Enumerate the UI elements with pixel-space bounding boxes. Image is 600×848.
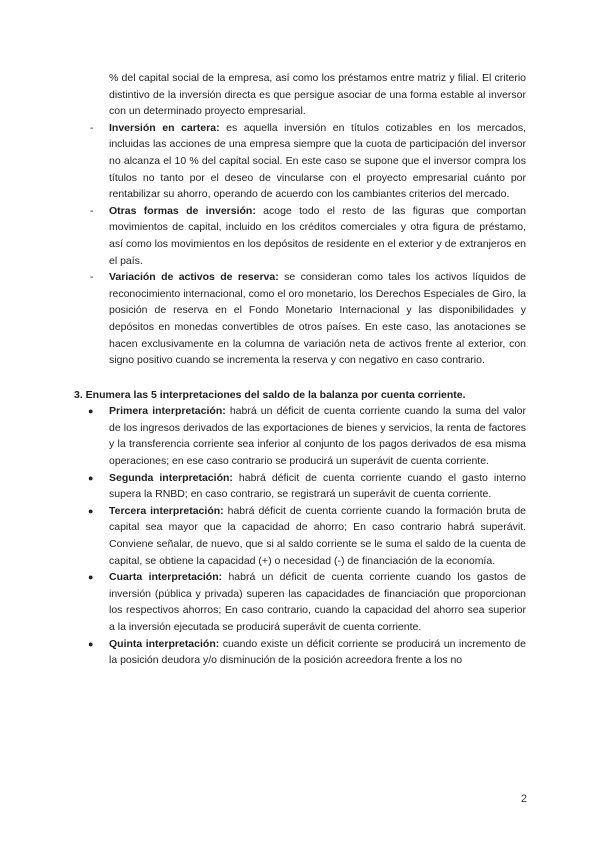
term-description: acoge todo el resto de las figuras que comportan movimientos de capital, incluido en los créditos comerciales y otra figura de préstamo, así como los movimientos en los depósitos de residente en el exterior y de extranjeros en el país. xyxy=(109,204,526,267)
bullet-marker: ● xyxy=(88,505,94,516)
dash-marker: - xyxy=(90,271,94,284)
list-item-inversion-cartera xyxy=(74,120,526,203)
term-label: Primera interpretación: xyxy=(109,405,226,418)
dash-marker: - xyxy=(90,121,94,134)
list-item-tercera xyxy=(74,503,526,569)
bullet-marker: ● xyxy=(88,638,94,649)
term-label: Tercera interpretación: xyxy=(109,504,224,517)
term-description: habrá déficit de cuenta corriente cuando la formación bruta de capital sea mayor que la capacidad de ahorro; En caso contrario habrá superávit. Conviene señalar, de nuevo, que si al saldo corriente se le suma el saldo de la cuenta de capital, se obtiene la capacidad (+) o necesidad (-) de financiación de la economía. xyxy=(109,504,527,567)
dash-marker: - xyxy=(90,204,94,217)
term-description: habrá un déficit de cuenta corriente cuando los gastos de inversión (pública y privada) superen las capacidades de financiación que proporcionan los respectivos ahorros; En caso contrario, cuando la capacidad del ahorro sea superior a la inversión ejecutada se producirá superávit de cuenta corriente. xyxy=(109,571,526,633)
term-description: cuando existe un déficit corriente se producirá un incremento de la posición deudora y/o disminución de la posición acreedora frente a los no xyxy=(109,637,526,667)
term-label: Otras formas de inversión: xyxy=(109,204,256,217)
list-item-cuarta xyxy=(74,569,526,635)
page-number: 2 xyxy=(520,793,527,805)
term-description: se consideran como tales los activos líquidos de reconocimiento internacional, como el oro monetario, los Derechos Especiales de Giro, la posición de reserva en el Fondo Monetario Internacional y las disponibilidades y depósitos en monedas convertibles de otros países. En este caso, las anotaciones se hacen exclusivamente en la columna de variación neta de activos frente al exterior, con signo positivo cuando se incrementa la reserva y con negativo en caso contrario. xyxy=(109,271,527,367)
term-description: habrá un déficit de cuenta corriente cuando la suma del valor de los ingresos derivados de las exportaciones de bienes y servicios, la renta de factores y la transferencia corriente sea inferior al conjunto de los pagos derivados de esa misma operaciones; en ese caso contrario se producirá un superávit de cuenta corriente. xyxy=(109,405,526,468)
list-item-primera xyxy=(74,403,526,469)
list-item-activos-reserva xyxy=(74,269,526,369)
page-content xyxy=(74,70,526,669)
bullet-marker: ● xyxy=(88,406,94,417)
section-heading: 3. Enumera las 5 interpretaciones del saldo de la balanza por cuenta corriente. xyxy=(74,388,466,401)
list-item-quinta xyxy=(74,636,526,669)
list-item-segunda xyxy=(74,470,526,503)
term-label: Segunda interpretación: xyxy=(109,471,233,484)
bullet-marker: ● xyxy=(88,472,94,483)
term-label: Cuarta interpretación: xyxy=(109,571,223,584)
term-label: Variación de activos de reserva: xyxy=(109,271,279,284)
term-description: es aquella inversión en títulos cotizables en los mercados, incluidas las acciones de una empresa siempre que la cuota de participación del inversor no alcanza el 10 % del capital social. En este caso se supone que el inversor compra los títulos no tanto por el deseo de vincularse con el proyecto empresarial cuánto por rentabilizar su ahorro, operando de acuerdo con los cambiantes criterios del mercado. xyxy=(109,121,526,201)
list-item-otras-formas xyxy=(74,203,526,269)
bullet-marker: ● xyxy=(88,572,94,583)
term-label: Quinta interpretación: xyxy=(109,637,220,650)
paragraph-continuation: % del capital social de la empresa, así como los préstamos entre matriz y filial. El criterio distintivo de la inversión directa es que persigue asociar de una forma estable al inversor con un determinado proyecto empresarial. xyxy=(109,72,526,118)
term-label: Inversión en cartera: xyxy=(109,121,220,134)
term-description: habrá déficit de cuenta corriente cuando el gasto interno supera la RNBD; en caso contrario, se registrará un superávit de cuenta corriente. xyxy=(109,471,526,501)
